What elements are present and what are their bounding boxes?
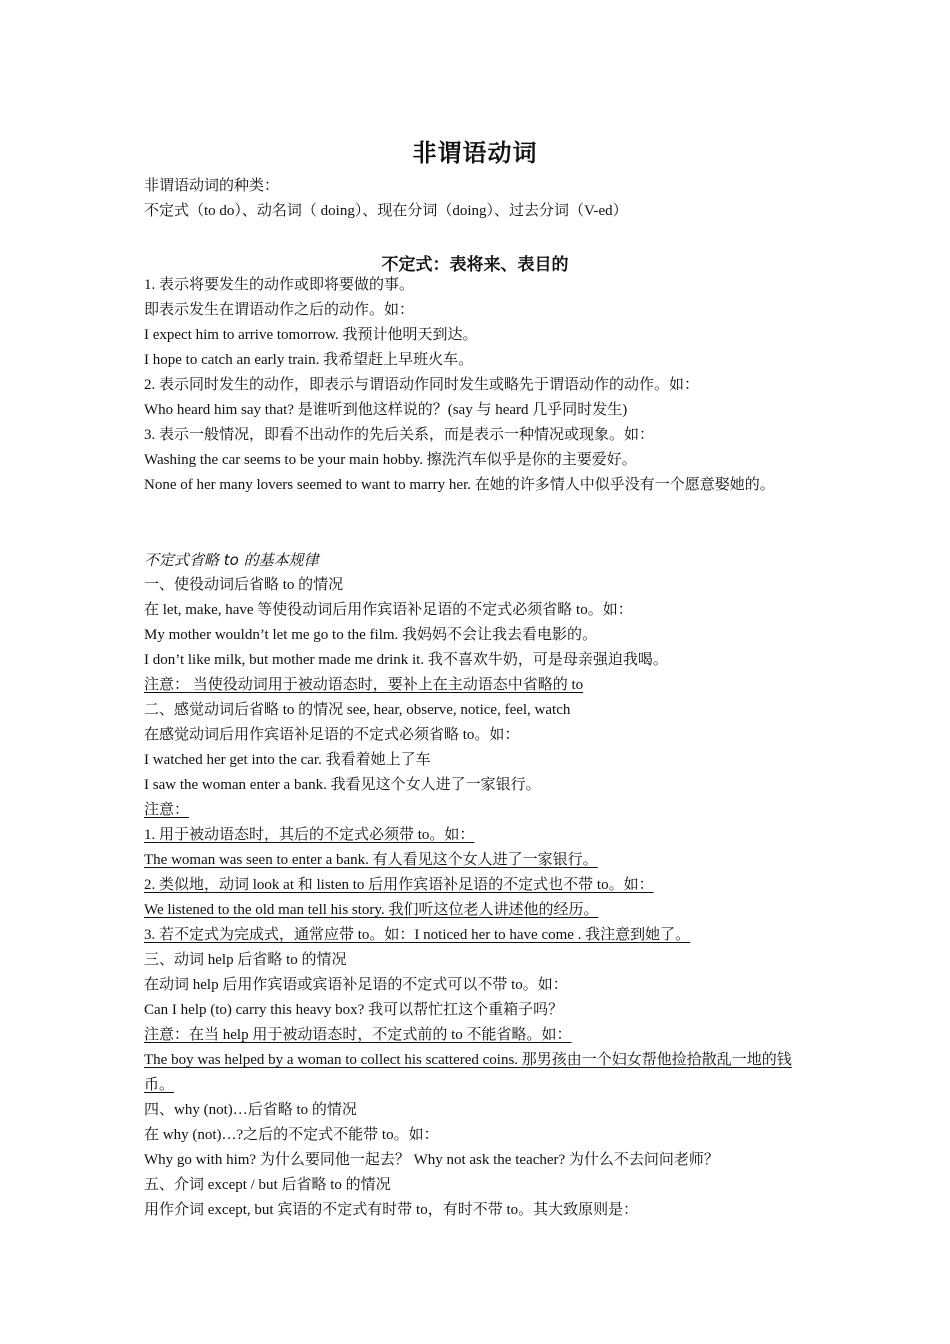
types-list: 不定式（to do）、动名词（ doing）、现在分词（doing）、过去分词（V-ed） xyxy=(144,203,628,219)
example-sentence: Washing the car seems to be your main hobby. 擦洗汽车似乎是你的主要爱好。 xyxy=(144,452,637,468)
note: 注意：在当 help 用于被动语态时，不定式前的 to 不能省略。如： xyxy=(144,1027,572,1043)
rule-heading: 四、why (not)…后省略 to 的情况 xyxy=(144,1102,357,1118)
example-sentence: My mother wouldn’t let me go to the film. 我妈妈不会让我去看电影的。 xyxy=(144,627,598,643)
section-title: 不定式：表将来、表目的 xyxy=(381,255,569,275)
paragraph: 即表示发生在谓语动作之后的动作。如： xyxy=(144,302,415,318)
note: The woman was seen to enter a bank. 有人看见这个女人进了一家银行。 xyxy=(144,852,598,868)
note: The boy was helped by a woman to collect his scattered coins. 那男孩由一个妇女帮他捡拾散乱一地的钱币。 xyxy=(144,1052,792,1093)
example-sentence: I don’t like milk, but mother made me drink it. 我不喜欢牛奶，可是母亲强迫我喝。 xyxy=(144,652,668,668)
example-sentence: I saw the woman enter a bank. 我看见这个女人进了一家银行。 xyxy=(144,777,541,793)
paragraph: 3. 表示一般情况，即看不出动作的先后关系，而是表示一种情况或现象。如： xyxy=(144,427,655,443)
note: 3. 若不定式为完成式，通常应带 to。如：I noticed her to have come . 我注意到她了。 xyxy=(144,927,691,943)
paragraph: 1. 表示将要发生的动作或即将要做的事。 xyxy=(144,277,415,293)
rule-heading: 一、使役动词后省略 to 的情况 xyxy=(144,577,344,593)
page-title: 非谓语动词 xyxy=(412,139,538,167)
example-sentence: I hope to catch an early train. 我希望赶上早班火车。 xyxy=(144,352,474,368)
note: 注意： xyxy=(144,802,190,818)
rules-heading: 不定式省略 to 的基本规律 xyxy=(144,551,319,569)
types-label: 非谓语动词的种类： xyxy=(144,178,280,194)
paragraph: 在 why (not)…?之后的不定式不能带 to。如： xyxy=(144,1127,439,1143)
example-sentence: Who heard him say that? 是谁听到他这样说的？(say 与 heard 几乎同时发生) xyxy=(144,402,628,418)
rule-heading: 五、介词 except / but 后省略 to 的情况 xyxy=(144,1177,391,1193)
example-sentence: Why go with him? 为什么要同他一起去？ Why not ask the teacher? 为什么不去问问老师？ xyxy=(144,1152,719,1168)
example-sentence: Can I help (to) carry this heavy box? 我可以帮忙扛这个重箱子吗？ xyxy=(144,1002,564,1018)
paragraph: 在动词 help 后用作宾语或宾语补足语的不定式可以不带 to。如： xyxy=(144,977,568,993)
note: 1. 用于被动语态时，其后的不定式必须带 to。如： xyxy=(144,827,475,843)
rule-heading: 三、动词 help 后省略 to 的情况 xyxy=(144,952,347,968)
note: 2. 类似地，动词 look at 和 listen to 后用作宾语补足语的不定式也不带 to。如： xyxy=(144,877,654,893)
rule-heading: 二、感觉动词后省略 to 的情况 see, hear, observe, notice, feel, watch xyxy=(144,702,571,718)
note: We listened to the old man tell his story. 我们听这位老人讲述他的经历。 xyxy=(144,902,599,918)
paragraph: 在感觉动词后用作宾语补足语的不定式必须省略 to。如： xyxy=(144,727,520,743)
paragraph: 用作介词 except, but 宾语的不定式有时带 to，有时不带 to。其大致原则是： xyxy=(144,1202,639,1218)
note: 注意： 当使役动词用于被动语态时，要补上在主动语态中省略的 to xyxy=(144,677,584,693)
paragraph: 在 let, make, have 等使役动词后用作宾语补足语的不定式必须省略 to。如： xyxy=(144,602,633,618)
example-sentence: None of her many lovers seemed to want to marry her. 在她的许多情人中似乎没有一个愿意娶她的。 xyxy=(144,477,775,493)
example-sentence: I expect him to arrive tomorrow. 我预计他明天到达。 xyxy=(144,327,478,343)
paragraph: 2. 表示同时发生的动作，即表示与谓语动作同时发生或略先于谓语动作的动作。如： xyxy=(144,377,700,393)
example-sentence: I watched her get into the car. 我看着她上了车 xyxy=(144,752,431,768)
